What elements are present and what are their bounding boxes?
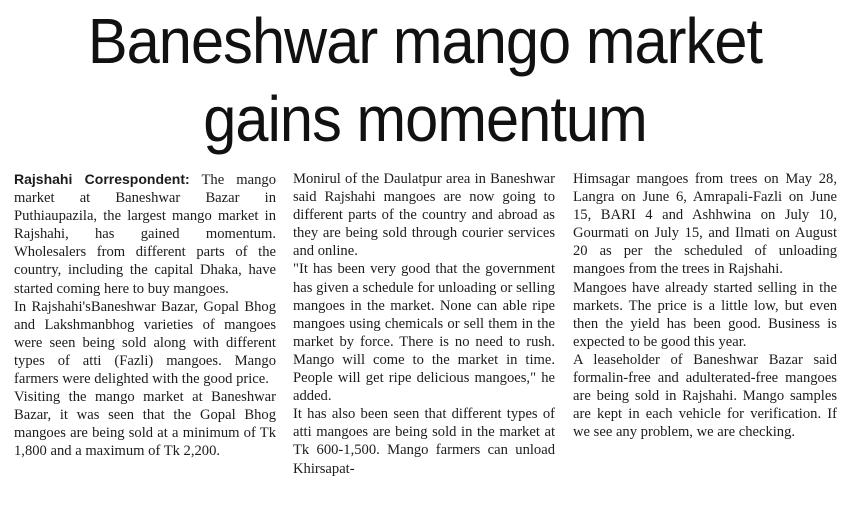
article-column-3 — [573, 170, 837, 441]
paragraph: In Rajshahi'sBaneshwar Bazar, Gopal Bhog and Lakshmanbhog varieties of mangoes were seen being sold along with different types of atti (Fazli) mangoes. Mango farmers were delighted with the good price. — [14, 298, 276, 388]
article-column-2 — [293, 170, 555, 478]
paragraph: Visiting the mango market at Baneshwar Bazar, it was seen that the Gopal Bhog mangoes are being sold at a minimum of Tk 1,800 and a maximum of Tk 2,200. — [14, 389, 276, 460]
paragraph: A leaseholder of Baneshwar Bazar said formalin-free and adulterated-free mangoes are being sold in Rajshahi. Mango samples are kept in each vehicle for verification. If we see any problem, we are checking. — [573, 351, 837, 441]
paragraph: "It has been very good that the government has given a schedule for unloading or selling mangoes in the market. None can able ripe mangoes using chemicals or sell them in the market by force. There is no need to rush. Mango will come to the market in time. People will get ripe delicious mangoes," he added. — [293, 261, 555, 405]
paragraph: Mangoes have already started selling in the markets. The price is a little low, but even then the yield has been good. Business is expected to be good this year. — [573, 279, 837, 350]
byline: Rajshahi Correspondent: — [14, 171, 190, 187]
headline-line-1: Baneshwar mango market — [87, 5, 763, 77]
paragraph-text: The mango market at Baneshwar Bazar in Puthiaupazila, the largest mango market in Rajshahi, has gained momentum. Wholesalers from different parts of the country, including the capital Dhaka, have started coming here to buy mangoes. — [14, 172, 277, 297]
paragraph: Himsagar mangoes from trees on May 28, Langra on June 6, Amrapali-Fazli on June 15, BARI 4 and Ashhwina on July 10, Gourmati on July 15, and Ilmati on August 20 as per the scheduled of unloading mangoes from the trees in Rajshahi. — [573, 171, 837, 278]
headline-line-2: gains momentum — [203, 83, 647, 155]
article-column-1 — [14, 170, 276, 461]
paragraph — [14, 170, 276, 298]
paragraph: Monirul of the Daulatpur area in Baneshwar said Rajshahi mangoes are now going to different parts of the country and abroad as they are being sold through courier services and online. — [293, 171, 555, 260]
paragraph: It has also been seen that different types of atti mangoes are being sold in the market at Tk 600-1,500. Mango farmers can unload Khirsapat- — [293, 406, 555, 477]
headline — [30, 2, 821, 158]
